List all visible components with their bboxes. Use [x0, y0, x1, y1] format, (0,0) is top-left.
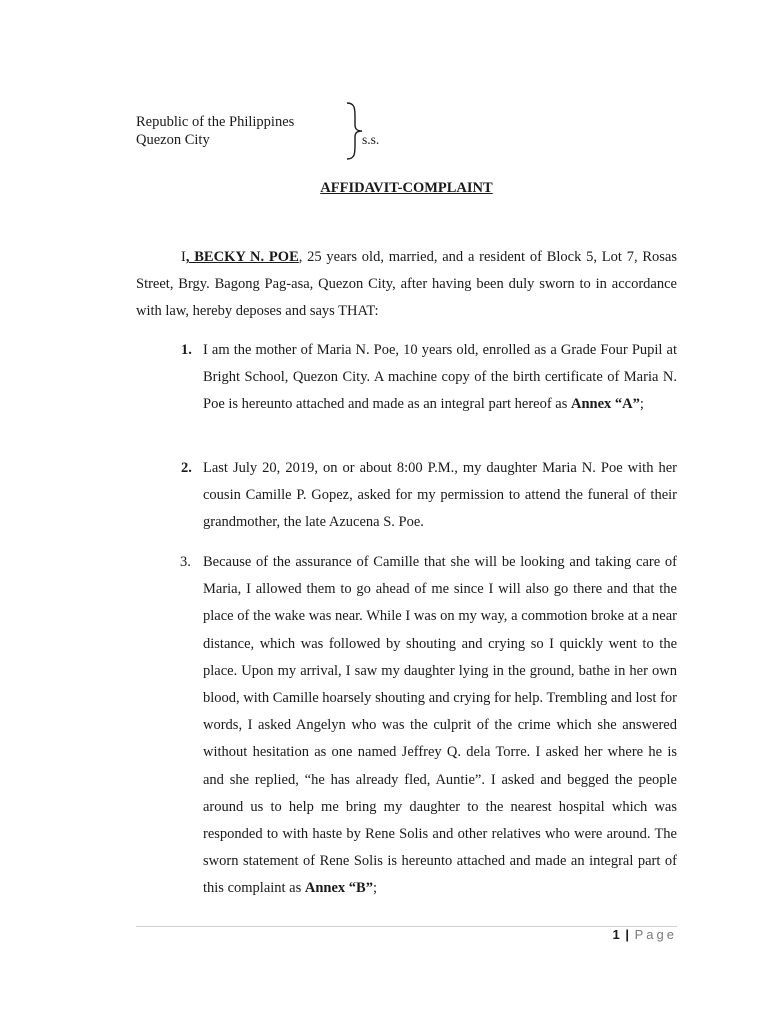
page-label: Page — [634, 927, 677, 942]
curly-brace-icon — [343, 101, 365, 161]
page-number: 1 — [612, 927, 621, 942]
item-text: Because of the assurance of Camille that she will be looking and taking care of Maria, I allowed them to go ahead of me since I will also go there and that the place of the wake was near. While I was on my way, a commotion broke at a near distance, which was followed by shouting and crying so I quickly went to the place. Upon my arrival, I saw my daughter lying in the ground, bathe in her own blood, with Camille hoarsely shouting and crying for help. Trembling and lost for words, I asked Angelyn who was the culprit of the crime which she answered without hesitation as one named Jeffrey Q. dela Torre. I asked her where he is and she replied, “he has already fled, Auntie”. I asked and begged the people around us to help me bring my daughter to the nearest hospital which was responded to with haste by Rene Solis and other relatives who were around. The sworn statement of Rene Solis is hereunto attached and made an integral part of this complaint as — [203, 554, 677, 897]
affiant-name: , BECKY N. POE — [185, 249, 299, 265]
item-end: ; — [639, 396, 644, 413]
page-footer — [613, 927, 678, 942]
footer-separator: | — [625, 927, 630, 942]
venue-city: Quezon City — [136, 132, 210, 148]
item-number: 2. — [181, 460, 192, 476]
annex-label: Annex “A” — [571, 396, 640, 413]
item-number: 3. — [180, 554, 191, 570]
document-title — [0, 180, 768, 197]
document-title-text: AFFIDAVIT-COMPLAINT — [320, 180, 493, 196]
list-item — [181, 337, 677, 419]
list-item — [180, 549, 677, 903]
intro-rest: , 25 years old, married, and a resident of Block 5, Lot 7, Rosas Street, Brgy. Bagong Pag-asa, Quezon City, after having been duly sworn to in accordance with law, hereby deposes and says THAT: — [136, 249, 677, 320]
annex-label: Annex “B” — [304, 880, 373, 897]
venue-country: Republic of the Philippines — [136, 114, 295, 130]
footer-divider — [136, 926, 677, 927]
intro-prefix: I — [181, 249, 186, 265]
item-end: ; — [372, 880, 378, 897]
item-text: Last July 20, 2019, on or about 8:00 P.M., my daughter Maria N. Poe with her cousin Camille P. Gopez, asked for my permission to attend the funeral of their grandmother, the late Azucena S. Poe. — [203, 460, 677, 531]
intro-paragraph — [136, 244, 677, 326]
ss-mark: s.s. — [362, 132, 380, 147]
item-number: 1. — [181, 342, 192, 358]
venue-block — [136, 113, 294, 149]
list-item — [181, 455, 677, 537]
item-text: I am the mother of Maria N. Poe, 10 years old, enrolled as a Grade Four Pupil at Bright School, Quezon City. A machine copy of the birth certificate of Maria N. Poe is hereunto attached and made as an integral part hereof as — [203, 342, 677, 413]
